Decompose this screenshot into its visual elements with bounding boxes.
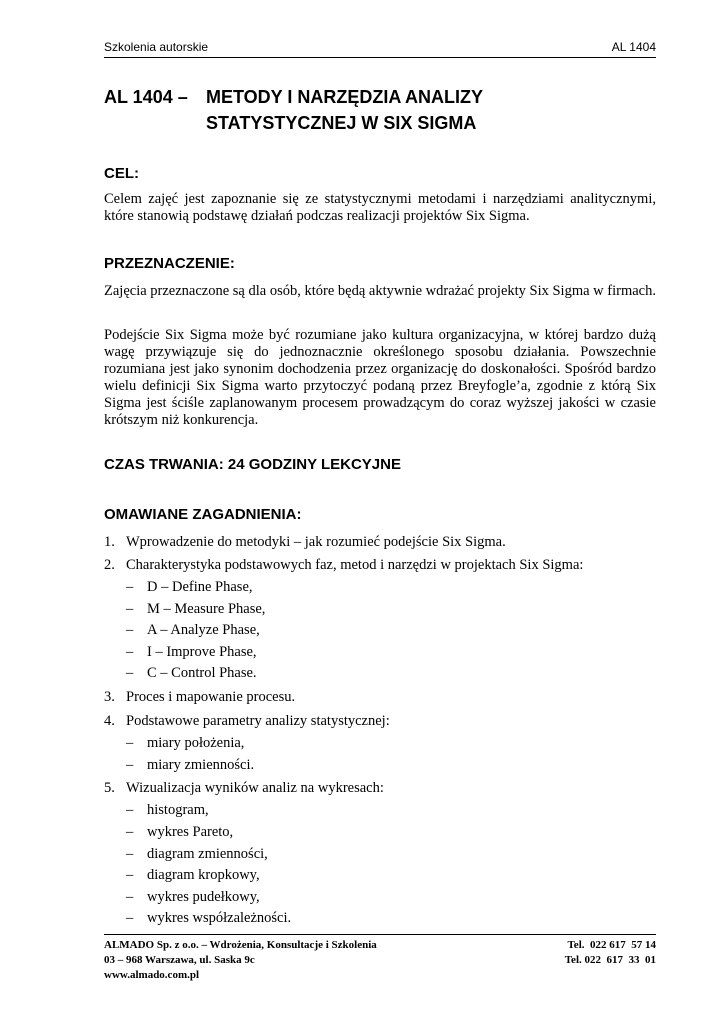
- list-number: 3.: [104, 689, 115, 705]
- sub-list-item: miary zmienności.: [147, 757, 255, 773]
- section-heading-przeznaczenie: PRZEZNACZENIE:: [104, 255, 235, 272]
- footer-divider: [104, 934, 656, 935]
- sub-list-item: I – Improve Phase,: [147, 644, 257, 660]
- list-number: 1.: [104, 534, 115, 550]
- list-dash: –: [126, 735, 134, 751]
- sub-list-item: wykres pudełkowy,: [147, 889, 260, 905]
- list-dash: –: [126, 579, 134, 595]
- przeznaczenie-paragraph-2: Podejście Six Sigma może być rozumiane jako kultura organizacyjna, w której bardzo dużą wagę przywiązuje się do jednoznacznie określonego sposobu działania. Powszechnie rozumiana jest jako synonim dochodzenia przez organizację do doskonałości. Spośród bardzo wielu definicji Six Sigma warto przytoczyć podaną przez Breyfogle’a, zgodnie z którą Six Sigma jest ściśle zaplanowanym procesem prowadzącym do coraz wyższej jakości w czasie krótszym niż konkurencja.: [104, 327, 656, 428]
- header-divider: [104, 57, 656, 58]
- header-left: Szkolenia autorskie: [104, 40, 209, 54]
- przeznaczenie-paragraph-1: Zajęcia przeznaczone są dla osób, które będą aktywnie wdrażać projekty Six Sigma w firmach.: [104, 283, 656, 299]
- list-dash: –: [126, 802, 134, 818]
- list-item: Wprowadzenie do metodyki – jak rozumieć podejście Six Sigma.: [126, 534, 506, 550]
- list-item: Podstawowe parametry analizy statystycznej:: [126, 713, 390, 729]
- section-heading-cel: CEL:: [104, 165, 139, 182]
- section-heading-zagadnienia: OMAWIANE ZAGADNIENIA:: [104, 506, 302, 523]
- footer-tel-2: Tel. 022 617 33 01: [564, 954, 656, 966]
- list-number: 2.: [104, 557, 115, 573]
- list-dash: –: [126, 622, 134, 638]
- list-item: Charakterystyka podstawowych faz, metod i narzędzi w projektach Six Sigma:: [126, 557, 584, 573]
- title-code: AL 1404 –: [104, 87, 188, 107]
- sub-list-item: histogram,: [147, 802, 209, 818]
- sub-list-item: C – Control Phase.: [147, 665, 257, 681]
- list-item: Proces i mapowanie procesu.: [126, 689, 296, 705]
- sub-list-item: A – Analyze Phase,: [147, 622, 260, 638]
- section-heading-czas-trwania: CZAS TRWANIA: 24 GODZINY LEKCYJNE: [104, 456, 401, 473]
- list-number: 5.: [104, 780, 115, 796]
- list-dash: –: [126, 601, 134, 617]
- list-dash: –: [126, 665, 134, 681]
- cel-paragraph: Celem zajęć jest zapoznanie się ze statystycznymi metodami i narzędziami analitycznymi, które stanowią podstawę działań podczas realizacji projektów Six Sigma.: [104, 191, 656, 224]
- list-dash: –: [126, 644, 134, 660]
- list-dash: –: [126, 846, 134, 862]
- footer-tel-1: Tel. 022 617 57 14: [567, 939, 656, 951]
- footer-company: ALMADO Sp. z o.o. – Wdrożenia, Konsultacje i Szkolenia: [104, 939, 377, 951]
- header-right: AL 1404: [611, 40, 656, 54]
- list-item: Wizualizacja wyników analiz na wykresach:: [126, 780, 384, 796]
- sub-list-item: diagram zmienności,: [147, 846, 268, 862]
- list-dash: –: [126, 889, 134, 905]
- sub-list-item: D – Define Phase,: [147, 579, 253, 595]
- list-dash: –: [126, 910, 134, 926]
- sub-list-item: wykres Pareto,: [147, 824, 234, 840]
- list-number: 4.: [104, 713, 115, 729]
- list-dash: –: [126, 757, 134, 773]
- list-dash: –: [126, 824, 134, 840]
- list-dash: –: [126, 867, 134, 883]
- title-line-1: METODY I NARZĘDZIA ANALIZY: [206, 87, 484, 107]
- sub-list-item: diagram kropkowy,: [147, 867, 260, 883]
- footer-website[interactable]: www.almado.com.pl: [104, 969, 200, 981]
- sub-list-item: miary położenia,: [147, 735, 245, 751]
- sub-list-item: M – Measure Phase,: [147, 601, 266, 617]
- footer-address: 03 – 968 Warszawa, ul. Saska 9c: [104, 954, 255, 966]
- sub-list-item: wykres współzależności.: [147, 910, 292, 926]
- title-line-2: STATYSTYCZNEJ W SIX SIGMA: [206, 113, 477, 133]
